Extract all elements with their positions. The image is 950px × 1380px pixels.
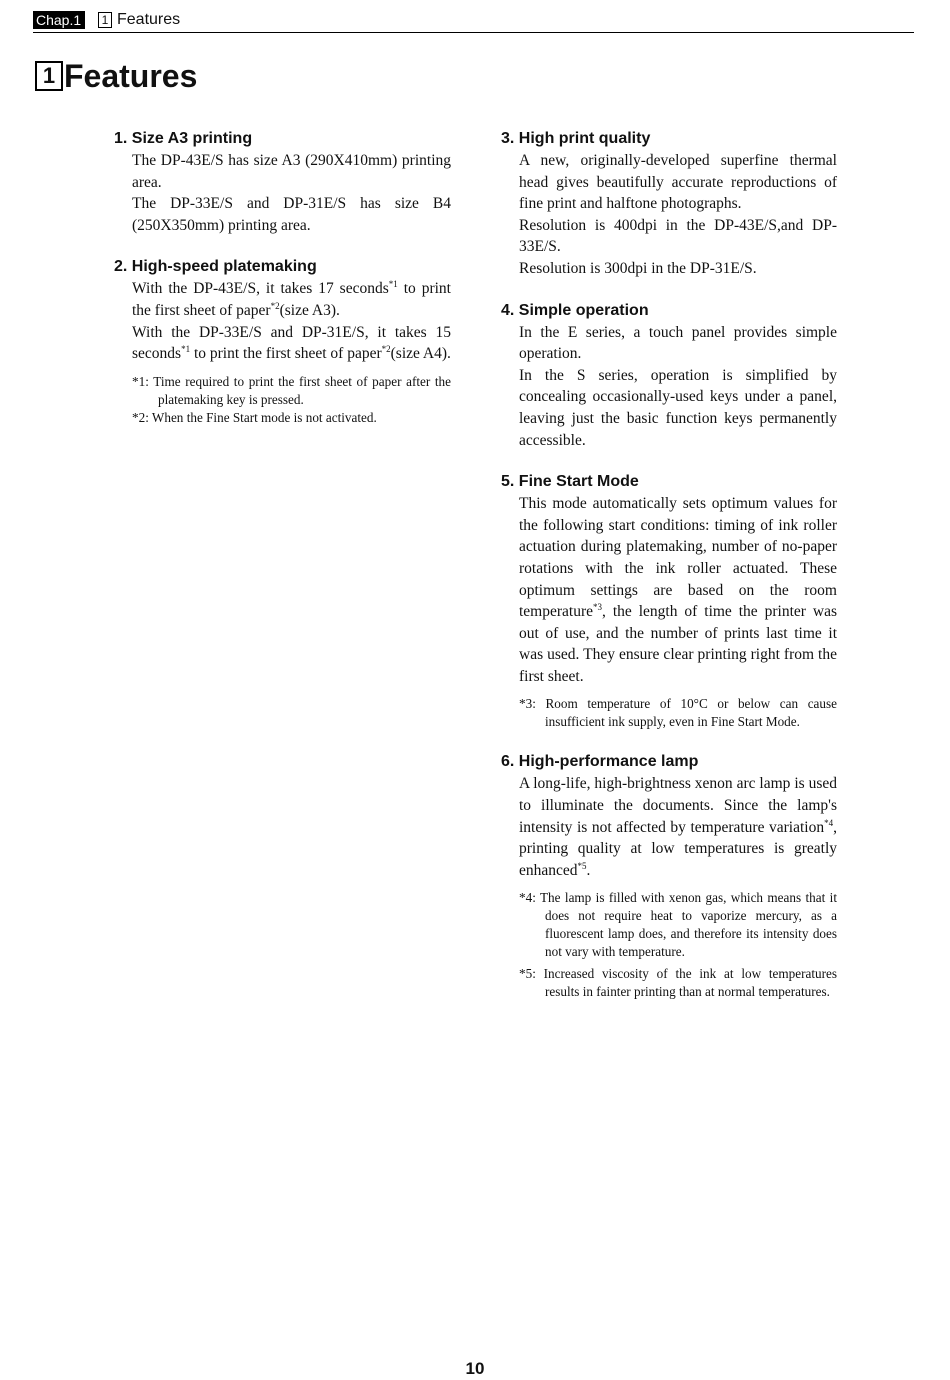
section-heading: 6. High-performance lamp xyxy=(501,753,699,771)
paragraph: A long-life, high-brightness xenon arc lamp is used to illuminate the documents. Since the lamp's intensity is not affected by temperature variation$^{*4}$, printing quality at low temperatures is greatly enhanced$^{*5}$. xyxy=(519,775,837,879)
right-column xyxy=(501,128,837,1021)
paragraph: With the DP-33E/S and DP-31E/S, it takes 15 seconds$^{*1}$ to print the first sheet of paper$^{*2}$(size A4). xyxy=(132,323,451,363)
footnote: *3: Room temperature of 10°C or below can cause insufficient ink supply, even in Fine Start Mode. xyxy=(519,696,837,730)
footnote: *4: The lamp is filled with xenon gas, which means that it does not require heat to vaporize mercury, as a fluorescent lamp does, and therefore its intensity does not vary with temperature. xyxy=(519,890,837,960)
section-size-a3 xyxy=(114,128,451,236)
paragraph: Resolution is 300dpi in the DP-31E/S. xyxy=(519,259,757,277)
section-heading: 5. Fine Start Mode xyxy=(501,473,639,491)
left-column xyxy=(114,128,451,447)
title-number-box: 1 xyxy=(35,61,63,91)
section-heading: 3. High print quality xyxy=(501,130,651,147)
paragraph: In the E series, a touch panel provides simple operation. xyxy=(519,323,837,363)
header-section-title: Features xyxy=(117,11,181,28)
footnote: *2: When the Fine Start mode is not activated. xyxy=(132,409,377,425)
page-number: 10 xyxy=(465,1359,485,1378)
section-high-performance-lamp xyxy=(501,751,837,1001)
footnote-ref: *4 xyxy=(824,817,834,828)
footnote-ref: *2 xyxy=(270,300,280,311)
section-heading: 2. High-speed platemaking xyxy=(114,258,317,276)
section-simple-operation xyxy=(501,300,837,452)
footnote-ref: *5 xyxy=(577,860,587,871)
section-high-print-quality xyxy=(501,128,837,280)
paragraph: A new, originally-developed superfine thermal head gives beautifully accurate reproductions of fine print and halftone photographs. xyxy=(519,152,837,213)
section-heading: 1. Size A3 printing xyxy=(114,130,253,147)
footnote-ref: *2 xyxy=(381,344,391,354)
footnotes xyxy=(519,695,837,731)
paragraph: With the DP-43E/S, it takes 17 seconds$^{*1}$ to print the first sheet of paper$^{*2}$(size A3). xyxy=(132,279,451,319)
paragraph: Resolution is 400dpi in the DP-43E/S,and DP-33E/S. xyxy=(519,216,837,256)
paragraph: The DP-33E/S and DP-31E/S has size B4 (250X350mm) printing area. xyxy=(132,195,451,234)
header-section-number: 1 xyxy=(98,12,112,28)
footnotes xyxy=(519,889,837,1001)
section-high-speed-platemaking xyxy=(114,256,451,426)
footnote: *5: Increased viscosity of the ink at low temperatures results in fainter printing than at normal temperatures. xyxy=(519,966,837,1000)
page-title: Features xyxy=(64,58,198,94)
footnote-ref: *1 xyxy=(388,279,398,290)
chapter-badge: Chap.1 xyxy=(33,11,85,29)
footnote-ref: *1 xyxy=(181,344,191,354)
paragraph: In the S series, operation is simplified by concealing occasionally-used keys under a panel, leaving just the basic function keys permanently accessible. xyxy=(519,366,837,449)
footnote-ref: *3 xyxy=(593,601,603,612)
section-fine-start-mode xyxy=(501,471,837,731)
running-header xyxy=(33,10,914,33)
footnote: *1: Time required to print the first sheet of paper after the platemaking key is pressed. xyxy=(132,373,451,407)
footnotes xyxy=(132,373,451,427)
paragraph: This mode automatically sets optimum values for the following start conditions: timing of ink roller actuation during platemaking, number of no-paper rotations with the ink roller actuated. These optimum settings are based on the room temperature$^{*3}$, the length of time the printer was out of use, and the number of prints last time it was used. They ensure clear printing right from the first sheet. xyxy=(519,495,837,685)
paragraph: The DP-43E/S has size A3 (290X410mm) printing area. xyxy=(132,152,451,191)
section-heading: 4. Simple operation xyxy=(501,301,649,319)
